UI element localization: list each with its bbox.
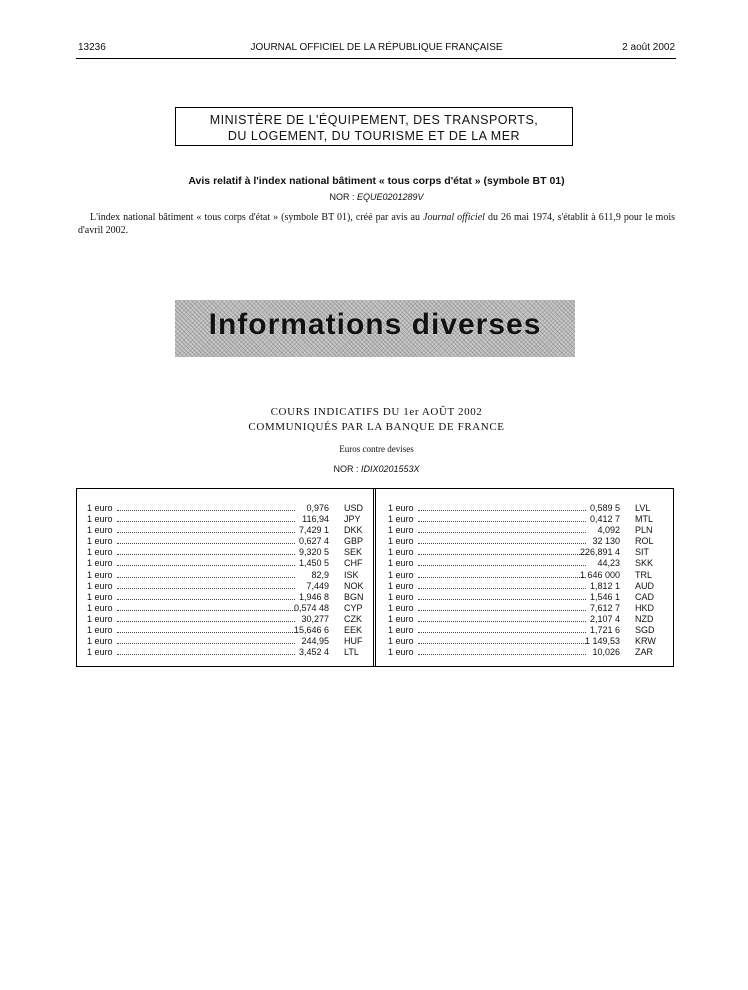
page-number: 13236 [78,42,106,53]
currency-code: JPY [344,514,361,525]
rates-column-left [87,503,363,658]
currency-code: SEK [344,547,363,558]
rate-label: 1 euro [388,503,414,513]
rate-row [388,625,664,636]
rate-value: 32 130 [592,536,620,547]
avis-title: Avis relatif à l'index national bâtiment « tous corps d'état » (symbole BT 01) [188,175,565,187]
rate-label: 1 euro [87,503,113,513]
rate-row [388,558,664,569]
ministry-box [175,107,573,146]
avis-nor [78,192,675,202]
rate-value: 1 646 000 [579,569,620,580]
rate-label: 1 euro [388,613,414,624]
rate-row [87,636,363,647]
rate-label: 1 euro [87,525,113,536]
rate-value: 30,277 [301,613,329,624]
rate-value: 0,976 [306,503,329,513]
rate-label: 1 euro [388,547,414,558]
header-divider [76,58,676,59]
rate-row [87,592,363,603]
rate-value: 0,412 7 [589,514,620,525]
rate-label: 1 euro [388,625,414,636]
rate-label: 1 euro [388,536,414,547]
currency-code: NZD [635,613,654,624]
nor-value: IDIX0201553X [360,464,420,474]
currency-code: SKK [635,558,654,569]
rate-row [388,547,664,558]
rate-value: 1,450 5 [298,558,329,569]
rate-row [87,536,363,547]
currency-code: HKD [635,602,655,613]
rate-row [388,614,664,625]
cours-title-line-1: COURS INDICATIFS DU 1er AOÛT 2002 [270,406,483,418]
rate-row [388,514,664,525]
rate-value: 10,026 [592,647,620,658]
rate-row [388,603,664,614]
currency-code: HUF [344,636,363,647]
nor-label: NOR : [329,192,357,202]
rate-value: 1 149,53 [584,636,620,647]
rate-row [388,503,664,514]
currency-code: NOK [344,580,364,591]
rate-row [87,581,363,592]
currency-code: DKK [344,525,363,536]
rate-row [87,570,363,581]
currency-code: MTL [635,514,653,525]
rate-label: 1 euro [388,525,414,536]
rate-value: 0,627 4 [298,536,329,547]
running-header [78,42,675,58]
currency-code: USD [344,503,364,513]
rate-row [87,614,363,625]
currency-code: ROL [635,536,654,547]
rate-value: 226,891 4 [579,547,620,558]
rate-row [87,647,363,658]
rate-row [388,536,664,547]
exchange-rates-table [76,488,674,667]
rate-label: 1 euro [388,647,414,658]
rate-row [87,558,363,569]
currency-code: BGN [344,591,364,602]
avis-text-journal: Journal officiel [423,212,485,223]
journal-title: JOURNAL OFFICIEL DE LA RÉPUBLIQUE FRANÇAISE [250,42,503,53]
rate-label: 1 euro [87,514,113,525]
currency-code: LVL [635,503,651,513]
rate-value: 9,320 5 [298,547,329,558]
cours-nor [78,464,675,474]
rate-label: 1 euro [388,602,414,613]
currency-code: SGD [635,625,655,636]
rate-row [87,603,363,614]
rate-label: 1 euro [388,636,414,647]
rate-row [388,592,664,603]
rate-value: 2,107 4 [589,613,620,624]
rate-value: 82,9 [311,569,329,580]
currency-code: CHF [344,558,363,569]
rate-label: 1 euro [87,625,113,636]
currency-code: CZK [344,613,362,624]
currency-code: GBP [344,536,364,547]
rate-label: 1 euro [388,514,414,525]
currency-code: ISK [344,569,359,580]
rate-label: 1 euro [388,569,414,580]
rate-value: 116,94 [302,514,329,525]
rate-label: 1 euro [87,636,113,647]
rate-row [388,636,664,647]
currency-code: ZAR [635,647,653,658]
rate-label: 1 euro [87,547,113,558]
rate-value: 0,574 48 [293,602,329,613]
currency-code: LTL [344,647,359,658]
rate-label: 1 euro [87,558,113,569]
currency-code: CAD [635,591,655,602]
rate-row [388,570,664,581]
rate-value: 7,612 7 [589,602,620,613]
rate-row [388,581,664,592]
rate-value: 3,452 4 [298,647,329,658]
rate-row [87,503,363,514]
rate-label: 1 euro [388,591,414,602]
currency-code: CYP [344,602,363,613]
ministry-line-1: MINISTÈRE DE L'ÉQUIPEMENT, DES TRANSPORTS, [209,113,539,127]
currency-code: KRW [635,636,656,647]
currency-code: EEK [344,625,363,636]
rate-value: 7,429 1 [298,525,329,536]
cours-title-line-2: COMMUNIQUÉS PAR LA BANQUE DE FRANCE [248,421,505,433]
rate-label: 1 euro [87,647,113,658]
section-banner-title: Informations diverses [208,308,542,341]
ministry-line-2: DU LOGEMENT, DU TOURISME ET DE LA MER [227,129,521,143]
rate-value: 0,589 5 [589,503,620,513]
currency-code: AUD [635,580,655,591]
nor-value: EQUE0201289V [356,192,424,202]
avis-paragraph [78,211,675,237]
rate-value: 15,646 6 [293,625,329,636]
rate-label: 1 euro [87,602,113,613]
currency-code: PLN [635,525,653,536]
currency-code: SIT [635,547,650,558]
rate-row [87,547,363,558]
rate-label: 1 euro [87,580,113,591]
currency-code: TRL [635,569,653,580]
rate-value: 4,092 [597,525,620,536]
avis-text-part-1: L'index national bâtiment « tous corps d'état » (symbole BT 01), créé par avis au [90,212,423,223]
rate-label: 1 euro [388,580,414,591]
column-divider [373,489,376,666]
rate-value: 44,23 [597,558,620,569]
rate-value: 1,812 1 [589,580,620,591]
rate-value: 1,721 6 [589,625,620,636]
nor-label: NOR : [333,464,361,474]
avis-text-part-2: du 26 mai 1974, s'établit à 611,9 pour le mois d'avril 2002. [78,212,675,236]
rate-label: 1 euro [87,613,113,624]
rate-value: 244,95 [301,636,329,647]
rate-label: 1 euro [388,558,414,569]
rate-row [87,525,363,536]
rate-value: 1,546 1 [589,591,620,602]
rate-value: 7,449 [306,580,329,591]
rate-value: 1,946 8 [298,591,329,602]
rate-row [87,625,363,636]
rate-label: 1 euro [87,591,113,602]
rate-row [388,647,664,658]
rate-row [388,525,664,536]
rate-row [87,514,363,525]
rate-label: 1 euro [87,569,113,580]
cours-subtitle: Euros contre devises [339,444,414,454]
rates-column-right [388,503,664,658]
section-banner [175,300,575,357]
issue-date: 2 août 2002 [622,42,675,53]
rate-label: 1 euro [87,536,113,547]
